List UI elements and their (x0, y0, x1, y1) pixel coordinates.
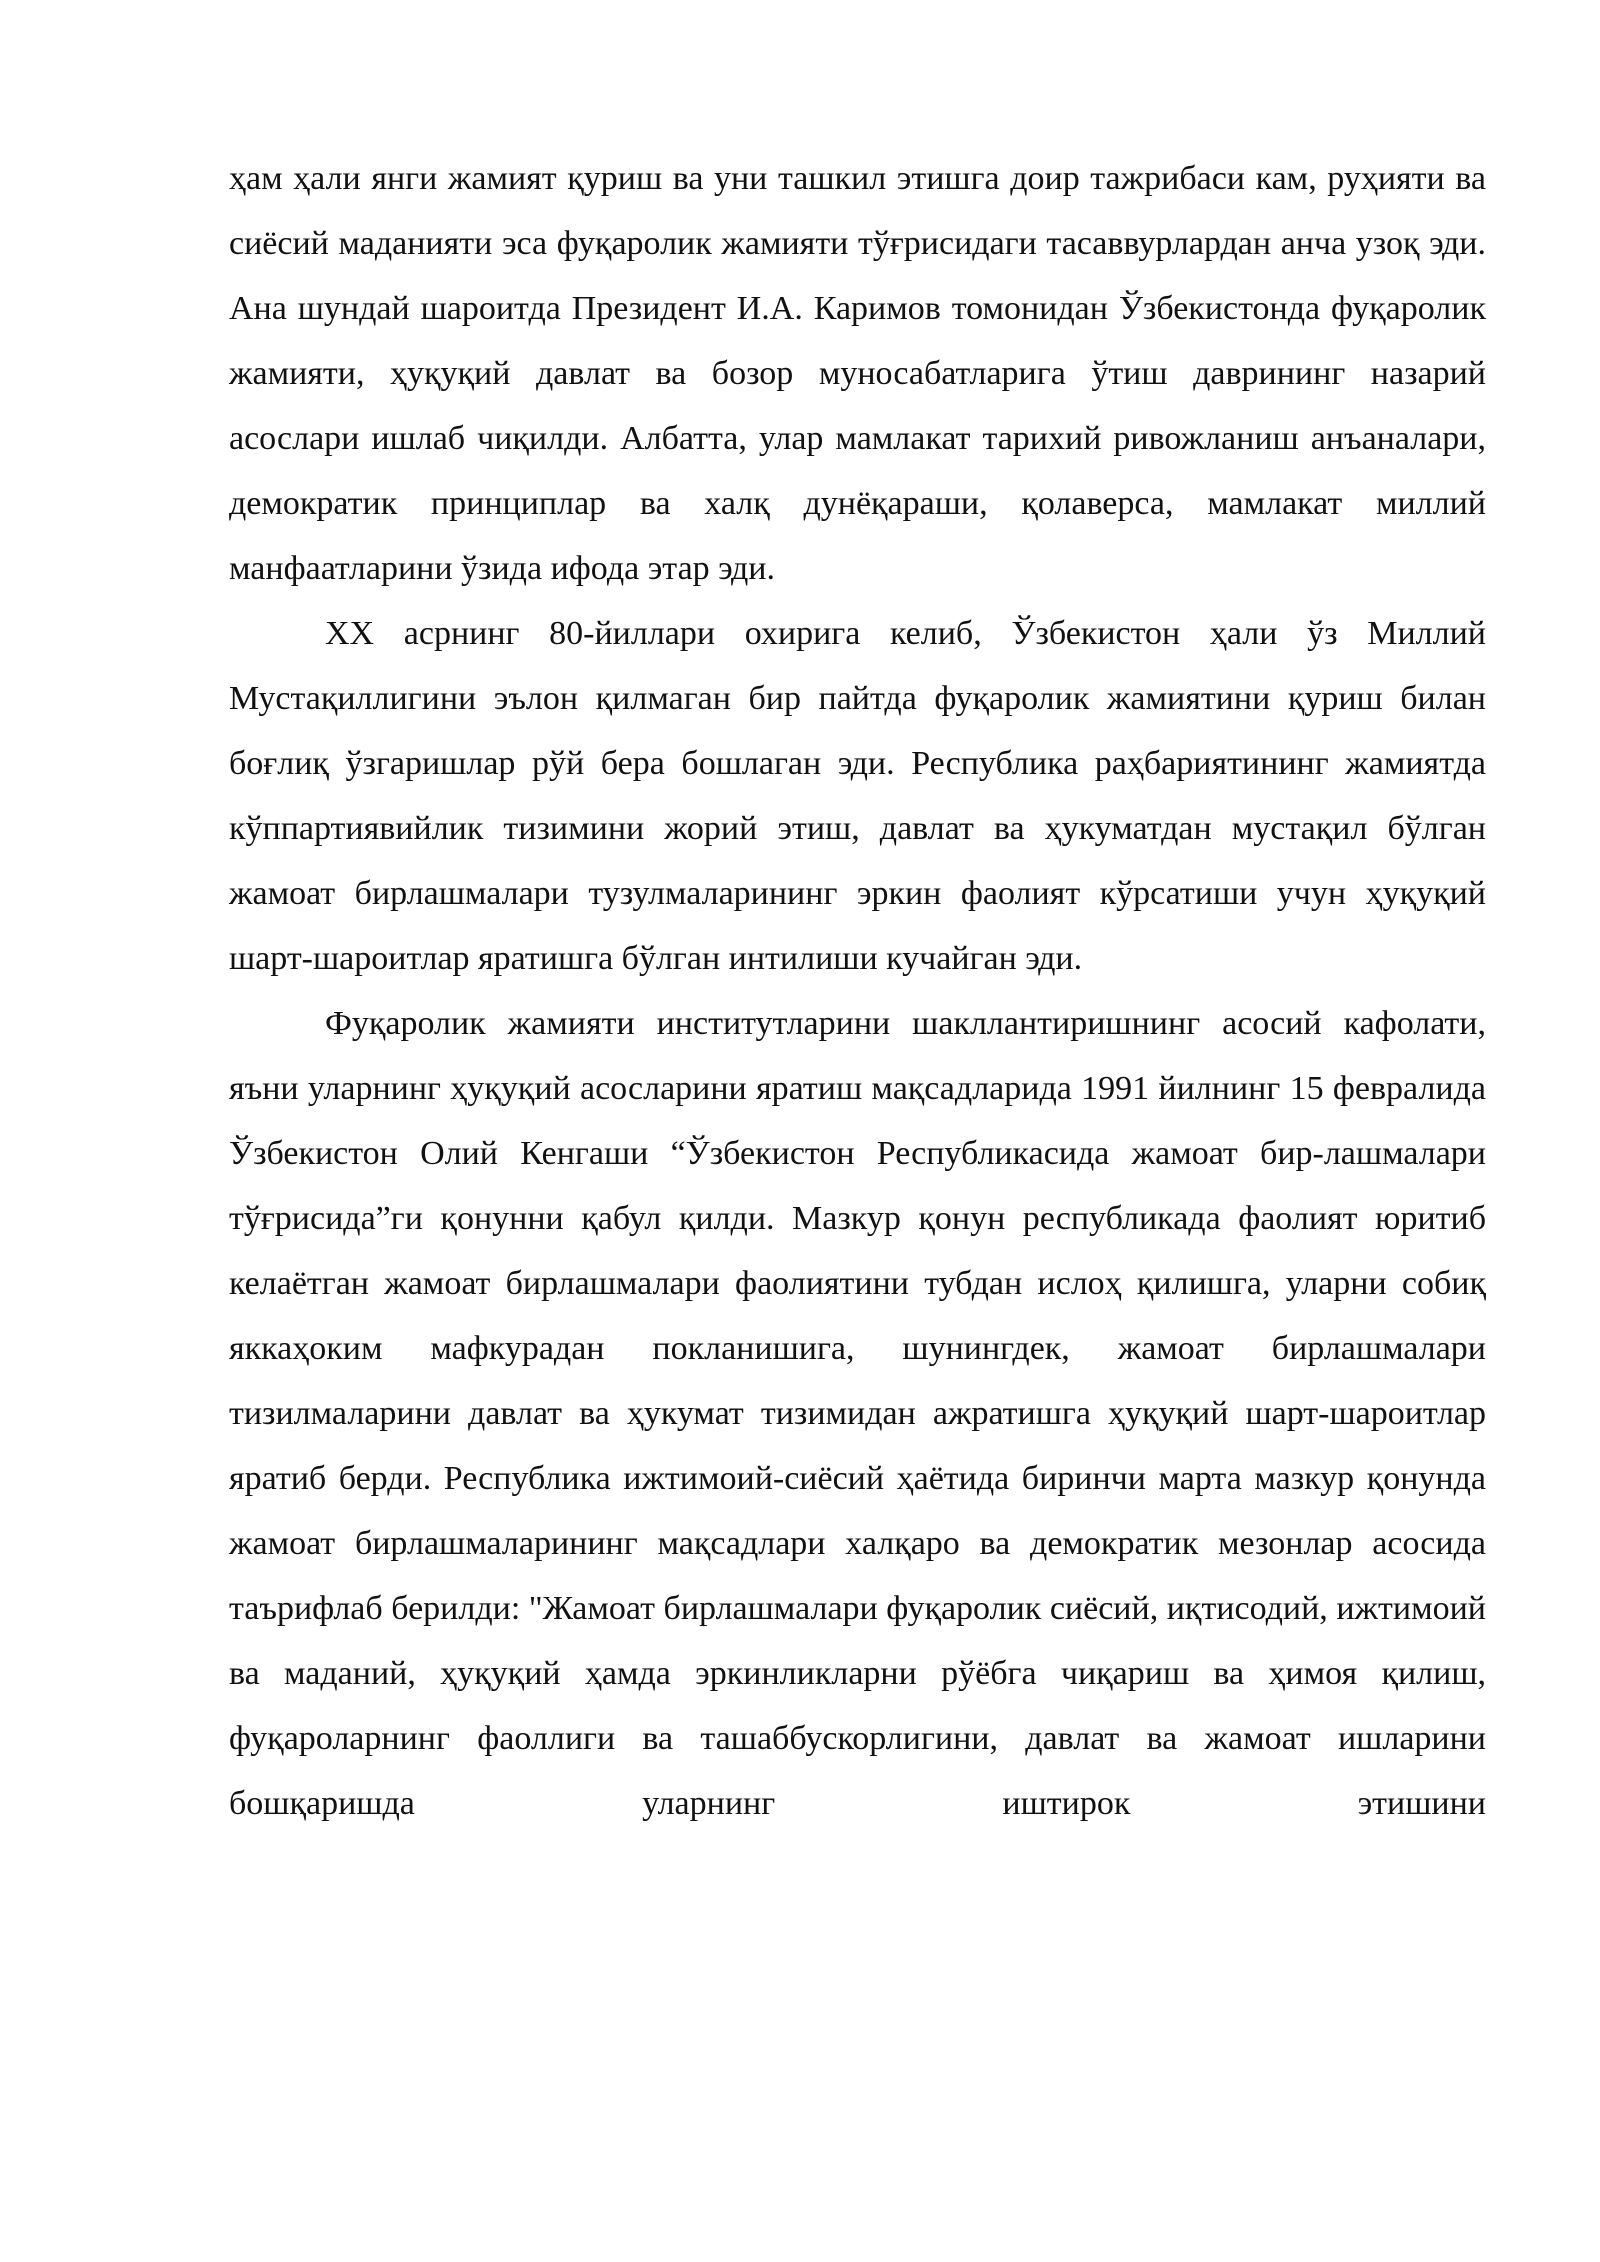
document-body (229, 146, 1486, 1836)
paragraph: XX асрнинг 80-йиллари охирига келиб, Ўзбекистон ҳали ўз Миллий Мустақиллигини эълон қилмаган бир пайтда фуқаролик жамиятини қуриш билан боғлиқ ўзгаришлар рўй бера бошлаган эди. Республика раҳбариятининг жамиятда кўппартиявийлик тизимини жорий этиш, давлат ва ҳукуматдан мустақил бўлган жамоат бирлашмалари тузулмаларининг эркин фаолият кўрсатиши учун ҳуқуқий шарт-шароитлар яратишга бўлган интилиши кучайган эди. (229, 615, 1486, 977)
paragraph-continuation: ҳам ҳали янги жамият қуриш ва уни ташкил этишга доир тажрибаси кам, руҳияти ва сиёсий маданияти эса фуқаролик жамияти тўғрисидаги тасаввурлардан анча узоқ эди. Ана шундай шароитда Президент И.А. Каримов томонидан Ўзбекистонда фуқаролик жамияти, ҳуқуқий давлат ва бозор муносабатларига ўтиш даврининг назарий асослари ишлаб чиқилди. Албатта, улар мамлакат тарихий ривожланиш анъаналари, демократик принциплар ва халқ дунёқараши, қолаверса, мамлакат миллий манфаатларини ўзида ифода этар эди. (229, 160, 1486, 587)
paragraph: Фуқаролик жамияти институтларини шакллантиришнинг асосий кафолати, яъни уларнинг ҳуқуқий асосларини яратиш мақсадларида 1991 йилнинг 15 февралида Ўзбекистон Олий Кенгаши “Ўзбекистон Республикасида жамоат бир-лашмалари тўғрисида”ги қонунни қабул қилди. Мазкур қонун республикада фаолият юритиб келаётган жамоат бирлашмалари фаолиятини тубдан ислоҳ қилишга, уларни собиқ яккаҳоким мафкурадан покланишига, шунингдек, жамоат бирлашмалари тизилмаларини давлат ва ҳукумат тизимидан ажратишга ҳуқуқий шарт-шароитлар яратиб берди. Республика ижтимоий-сиёсий ҳаётида биринчи марта мазкур қонунда жамоат бирлашмаларининг мақсадлари халқаро ва демократик мезонлар асосида таърифлаб берилди: "Жамоат бирлашмалари фуқаролик сиёсий, иқтисодий, ижтимоий ва маданий, ҳуқуқий ҳамда эркинликларни рўёбга чиқариш ва ҳимоя қилиш, фуқароларнинг фаоллиги ва ташаббускорлигини, давлат ва жамоат ишларини бошқаришда уларнинг иштирок этишини (229, 1005, 1486, 1822)
